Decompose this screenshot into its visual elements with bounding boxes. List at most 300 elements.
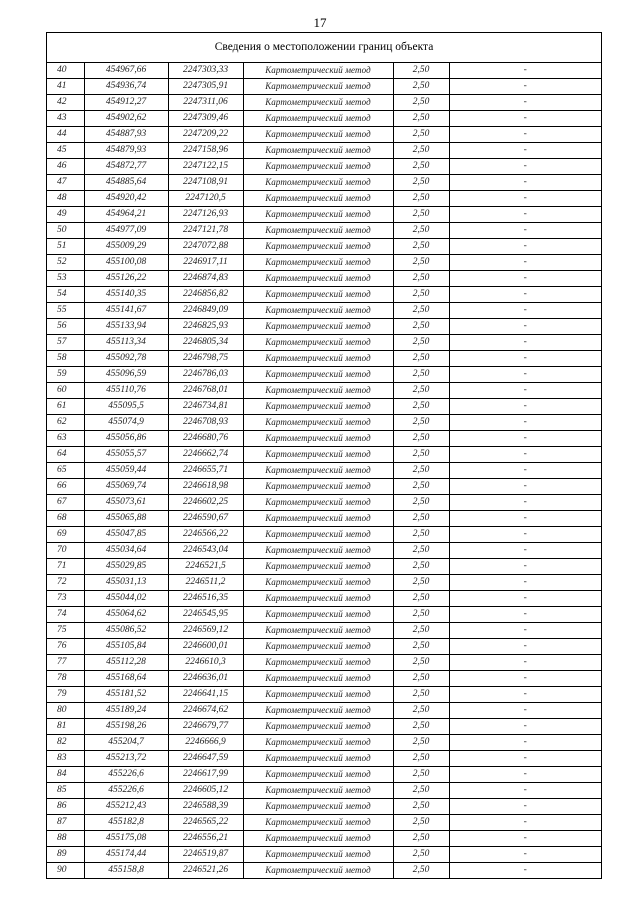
method-cell: Картометрический метод: [243, 383, 393, 399]
coordinate-x-cell: 454887,93: [84, 127, 168, 143]
accuracy-cell: 2,50: [393, 447, 449, 463]
point-number-cell: 71: [47, 559, 84, 575]
method-cell: Картометрический метод: [243, 767, 393, 783]
coordinate-y-cell: 2246805,34: [168, 335, 243, 351]
table-row: [47, 863, 601, 879]
note-cell: -: [449, 159, 601, 175]
accuracy-cell: 2,50: [393, 863, 449, 879]
note-cell: -: [449, 783, 601, 799]
coordinate-x-cell: 455126,22: [84, 271, 168, 287]
point-number-cell: 80: [47, 703, 84, 719]
method-cell: Картометрический метод: [243, 815, 393, 831]
accuracy-cell: 2,50: [393, 783, 449, 799]
table-row: [47, 95, 601, 111]
table-row: [47, 415, 601, 431]
note-cell: -: [449, 95, 601, 111]
accuracy-cell: 2,50: [393, 63, 449, 79]
coordinate-y-cell: 2246786,03: [168, 367, 243, 383]
table-row: [47, 799, 601, 815]
method-cell: Картометрический метод: [243, 415, 393, 431]
table-row: [47, 671, 601, 687]
coordinate-x-cell: 455175,08: [84, 831, 168, 847]
coordinate-y-cell: 2246618,98: [168, 479, 243, 495]
method-cell: Картометрический метод: [243, 351, 393, 367]
method-cell: Картометрический метод: [243, 271, 393, 287]
coordinate-x-cell: 455212,43: [84, 799, 168, 815]
coordinate-x-cell: 455044,02: [84, 591, 168, 607]
coordinate-x-cell: 455226,6: [84, 783, 168, 799]
point-number-cell: 52: [47, 255, 84, 271]
coordinate-y-cell: 2246917,11: [168, 255, 243, 271]
point-number-cell: 42: [47, 95, 84, 111]
table-row: [47, 623, 601, 639]
coordinate-y-cell: 2246610,3: [168, 655, 243, 671]
coordinate-x-cell: 455073,61: [84, 495, 168, 511]
note-cell: -: [449, 399, 601, 415]
coordinate-y-cell: 2247158,96: [168, 143, 243, 159]
coordinate-y-cell: 2246768,01: [168, 383, 243, 399]
note-cell: -: [449, 719, 601, 735]
coordinate-x-cell: 455029,85: [84, 559, 168, 575]
coordinate-y-cell: 2246511,2: [168, 575, 243, 591]
point-number-cell: 74: [47, 607, 84, 623]
point-number-cell: 73: [47, 591, 84, 607]
table-row: [47, 559, 601, 575]
coordinate-x-cell: 455158,8: [84, 863, 168, 879]
accuracy-cell: 2,50: [393, 111, 449, 127]
table-row: [47, 239, 601, 255]
coordinate-y-cell: 2247108,91: [168, 175, 243, 191]
method-cell: Картометрический метод: [243, 671, 393, 687]
note-cell: -: [449, 223, 601, 239]
coordinate-x-cell: 454872,77: [84, 159, 168, 175]
table-row: [47, 751, 601, 767]
method-cell: Картометрический метод: [243, 703, 393, 719]
method-cell: Картометрический метод: [243, 591, 393, 607]
method-cell: Картометрический метод: [243, 191, 393, 207]
note-cell: -: [449, 143, 601, 159]
table-row: [47, 607, 601, 623]
coordinate-x-cell: 455113,34: [84, 335, 168, 351]
point-number-cell: 43: [47, 111, 84, 127]
accuracy-cell: 2,50: [393, 671, 449, 687]
point-number-cell: 76: [47, 639, 84, 655]
sheet-title: Сведения о местоположении границ объекта: [47, 33, 601, 63]
coordinate-y-cell: 2246662,74: [168, 447, 243, 463]
point-number-cell: 49: [47, 207, 84, 223]
point-number-cell: 87: [47, 815, 84, 831]
table-row: [47, 223, 601, 239]
coordinate-y-cell: 2247126,93: [168, 207, 243, 223]
accuracy-cell: 2,50: [393, 559, 449, 575]
accuracy-cell: 2,50: [393, 687, 449, 703]
table-row: [47, 687, 601, 703]
method-cell: Картометрический метод: [243, 735, 393, 751]
coordinate-x-cell: 454879,93: [84, 143, 168, 159]
note-cell: -: [449, 127, 601, 143]
table-row: [47, 639, 601, 655]
point-number-cell: 46: [47, 159, 84, 175]
method-cell: Картометрический метод: [243, 335, 393, 351]
method-cell: Картометрический метод: [243, 79, 393, 95]
coordinate-y-cell: 2246708,93: [168, 415, 243, 431]
coordinate-x-cell: 455189,24: [84, 703, 168, 719]
note-cell: -: [449, 687, 601, 703]
table-row: [47, 463, 601, 479]
coordinate-x-cell: 455226,6: [84, 767, 168, 783]
accuracy-cell: 2,50: [393, 655, 449, 671]
note-cell: -: [449, 287, 601, 303]
coordinate-y-cell: 2247209,22: [168, 127, 243, 143]
accuracy-cell: 2,50: [393, 271, 449, 287]
coordinate-y-cell: 2246636,01: [168, 671, 243, 687]
coordinate-y-cell: 2246588,39: [168, 799, 243, 815]
coordinate-x-cell: 455074,9: [84, 415, 168, 431]
point-number-cell: 44: [47, 127, 84, 143]
table-row: [47, 175, 601, 191]
point-number-cell: 56: [47, 319, 84, 335]
method-cell: Картометрический метод: [243, 127, 393, 143]
accuracy-cell: 2,50: [393, 607, 449, 623]
accuracy-cell: 2,50: [393, 639, 449, 655]
note-cell: -: [449, 831, 601, 847]
coordinate-x-cell: 455031,13: [84, 575, 168, 591]
note-cell: -: [449, 271, 601, 287]
coordinate-y-cell: 2246566,22: [168, 527, 243, 543]
accuracy-cell: 2,50: [393, 175, 449, 191]
method-cell: Картометрический метод: [243, 479, 393, 495]
coordinate-x-cell: 454964,21: [84, 207, 168, 223]
method-cell: Картометрический метод: [243, 799, 393, 815]
method-cell: Картометрический метод: [243, 495, 393, 511]
coordinate-y-cell: 2246680,76: [168, 431, 243, 447]
coordinate-y-cell: 2246641,15: [168, 687, 243, 703]
coordinate-y-cell: 2246674,62: [168, 703, 243, 719]
coordinate-x-cell: 455141,67: [84, 303, 168, 319]
point-number-cell: 75: [47, 623, 84, 639]
coordinate-y-cell: 2246874,83: [168, 271, 243, 287]
point-number-cell: 57: [47, 335, 84, 351]
table-row: [47, 735, 601, 751]
table-row: [47, 287, 601, 303]
method-cell: Картометрический метод: [243, 559, 393, 575]
method-cell: Картометрический метод: [243, 111, 393, 127]
coordinate-x-cell: 455140,35: [84, 287, 168, 303]
note-cell: -: [449, 447, 601, 463]
method-cell: Картометрический метод: [243, 367, 393, 383]
note-cell: -: [449, 79, 601, 95]
table-row: [47, 543, 601, 559]
coordinate-y-cell: 2246679,77: [168, 719, 243, 735]
table-row: [47, 591, 601, 607]
table-row: [47, 767, 601, 783]
accuracy-cell: 2,50: [393, 351, 449, 367]
accuracy-cell: 2,50: [393, 591, 449, 607]
note-cell: -: [449, 351, 601, 367]
method-cell: Картометрический метод: [243, 95, 393, 111]
coordinate-y-cell: 2247305,91: [168, 79, 243, 95]
note-cell: -: [449, 751, 601, 767]
coordinate-x-cell: 455056,86: [84, 431, 168, 447]
note-cell: -: [449, 623, 601, 639]
table-row: [47, 127, 601, 143]
point-number-cell: 48: [47, 191, 84, 207]
accuracy-cell: 2,50: [393, 415, 449, 431]
table-row: [47, 383, 601, 399]
coordinate-y-cell: 2246590,67: [168, 511, 243, 527]
note-cell: -: [449, 463, 601, 479]
point-number-cell: 60: [47, 383, 84, 399]
coordinate-x-cell: 455096,59: [84, 367, 168, 383]
coordinate-x-cell: 454977,09: [84, 223, 168, 239]
coordinate-y-cell: 2246825,93: [168, 319, 243, 335]
accuracy-cell: 2,50: [393, 95, 449, 111]
coordinate-y-cell: 2246647,59: [168, 751, 243, 767]
table-row: [47, 831, 601, 847]
method-cell: Картометрический метод: [243, 575, 393, 591]
point-number-cell: 70: [47, 543, 84, 559]
accuracy-cell: 2,50: [393, 703, 449, 719]
point-number-cell: 69: [47, 527, 84, 543]
coordinate-y-cell: 2247311,06: [168, 95, 243, 111]
note-cell: -: [449, 559, 601, 575]
coordinate-y-cell: 2246569,12: [168, 623, 243, 639]
coordinate-x-cell: 455065,88: [84, 511, 168, 527]
table-row: [47, 447, 601, 463]
table-row: [47, 527, 601, 543]
coordinate-x-cell: 455133,94: [84, 319, 168, 335]
accuracy-cell: 2,50: [393, 191, 449, 207]
accuracy-cell: 2,50: [393, 431, 449, 447]
coordinate-y-cell: 2246519,87: [168, 847, 243, 863]
accuracy-cell: 2,50: [393, 159, 449, 175]
point-number-cell: 65: [47, 463, 84, 479]
table-row: [47, 271, 601, 287]
coordinate-y-cell: 2247122,15: [168, 159, 243, 175]
note-cell: -: [449, 799, 601, 815]
coordinate-y-cell: 2246666,9: [168, 735, 243, 751]
coordinate-x-cell: 454902,62: [84, 111, 168, 127]
table-row: [47, 655, 601, 671]
coordinate-x-cell: 455182,8: [84, 815, 168, 831]
coordinate-x-cell: 455213,72: [84, 751, 168, 767]
coordinate-y-cell: 2247121,78: [168, 223, 243, 239]
note-cell: -: [449, 239, 601, 255]
point-number-cell: 58: [47, 351, 84, 367]
point-number-cell: 41: [47, 79, 84, 95]
method-cell: Картометрический метод: [243, 543, 393, 559]
coordinate-x-cell: 455047,85: [84, 527, 168, 543]
point-number-cell: 59: [47, 367, 84, 383]
point-number-cell: 50: [47, 223, 84, 239]
coordinate-y-cell: 2246600,01: [168, 639, 243, 655]
accuracy-cell: 2,50: [393, 751, 449, 767]
note-cell: -: [449, 383, 601, 399]
table-row: [47, 575, 601, 591]
note-cell: -: [449, 335, 601, 351]
note-cell: -: [449, 655, 601, 671]
method-cell: Картометрический метод: [243, 223, 393, 239]
method-cell: Картометрический метод: [243, 159, 393, 175]
coordinate-x-cell: 455055,57: [84, 447, 168, 463]
coordinate-y-cell: 2246516,35: [168, 591, 243, 607]
accuracy-cell: 2,50: [393, 463, 449, 479]
table-row: [47, 303, 601, 319]
accuracy-cell: 2,50: [393, 79, 449, 95]
accuracy-cell: 2,50: [393, 319, 449, 335]
table-row: [47, 511, 601, 527]
coordinate-y-cell: 2246543,04: [168, 543, 243, 559]
method-cell: Картометрический метод: [243, 719, 393, 735]
coordinate-x-cell: 454936,74: [84, 79, 168, 95]
note-cell: -: [449, 319, 601, 335]
method-cell: Картометрический метод: [243, 143, 393, 159]
accuracy-cell: 2,50: [393, 207, 449, 223]
point-number-cell: 83: [47, 751, 84, 767]
coordinate-x-cell: 454967,66: [84, 63, 168, 79]
table-row: [47, 399, 601, 415]
note-cell: -: [449, 255, 601, 271]
coordinate-x-cell: 455034,64: [84, 543, 168, 559]
point-number-cell: 68: [47, 511, 84, 527]
note-cell: -: [449, 431, 601, 447]
note-cell: -: [449, 671, 601, 687]
point-number-cell: 78: [47, 671, 84, 687]
method-cell: Картометрический метод: [243, 175, 393, 191]
point-number-cell: 90: [47, 863, 84, 879]
coordinate-x-cell: 455069,74: [84, 479, 168, 495]
accuracy-cell: 2,50: [393, 575, 449, 591]
method-cell: Картометрический метод: [243, 431, 393, 447]
table-row: [47, 143, 601, 159]
point-number-cell: 82: [47, 735, 84, 751]
method-cell: Картометрический метод: [243, 623, 393, 639]
table-row: [47, 111, 601, 127]
note-cell: -: [449, 527, 601, 543]
table-row: [47, 719, 601, 735]
coordinate-x-cell: 455105,84: [84, 639, 168, 655]
coordinate-y-cell: 2246545,95: [168, 607, 243, 623]
coordinate-y-cell: 2246617,99: [168, 767, 243, 783]
coordinate-y-cell: 2247303,33: [168, 63, 243, 79]
accuracy-cell: 2,50: [393, 287, 449, 303]
boundary-sheet: [46, 32, 602, 879]
note-cell: -: [449, 191, 601, 207]
coordinate-x-cell: 455181,52: [84, 687, 168, 703]
table-row: [47, 319, 601, 335]
point-number-cell: 66: [47, 479, 84, 495]
page-number: 17: [313, 15, 327, 30]
accuracy-cell: 2,50: [393, 527, 449, 543]
coordinate-x-cell: 454920,42: [84, 191, 168, 207]
accuracy-cell: 2,50: [393, 303, 449, 319]
note-cell: -: [449, 543, 601, 559]
table-row: [47, 367, 601, 383]
point-number-cell: 63: [47, 431, 84, 447]
point-number-cell: 89: [47, 847, 84, 863]
coordinate-y-cell: 2246856,82: [168, 287, 243, 303]
method-cell: Картометрический метод: [243, 399, 393, 415]
point-number-cell: 86: [47, 799, 84, 815]
table-row: [47, 63, 601, 79]
point-number-cell: 64: [47, 447, 84, 463]
note-cell: -: [449, 479, 601, 495]
accuracy-cell: 2,50: [393, 335, 449, 351]
point-number-cell: 81: [47, 719, 84, 735]
accuracy-cell: 2,50: [393, 799, 449, 815]
coordinate-y-cell: 2246849,09: [168, 303, 243, 319]
point-number-cell: 67: [47, 495, 84, 511]
point-number-cell: 62: [47, 415, 84, 431]
coordinate-x-cell: 455100,08: [84, 255, 168, 271]
accuracy-cell: 2,50: [393, 223, 449, 239]
point-number-cell: 53: [47, 271, 84, 287]
note-cell: -: [449, 511, 601, 527]
point-number-cell: 55: [47, 303, 84, 319]
note-cell: -: [449, 111, 601, 127]
method-cell: Картометрический метод: [243, 751, 393, 767]
point-number-cell: 85: [47, 783, 84, 799]
method-cell: Картометрический метод: [243, 319, 393, 335]
coordinate-y-cell: 2247309,46: [168, 111, 243, 127]
table-body: [47, 63, 601, 878]
method-cell: Картометрический метод: [243, 527, 393, 543]
accuracy-cell: 2,50: [393, 767, 449, 783]
accuracy-cell: 2,50: [393, 399, 449, 415]
coordinate-y-cell: 2246521,5: [168, 559, 243, 575]
note-cell: -: [449, 63, 601, 79]
table-row: [47, 159, 601, 175]
point-number-cell: 40: [47, 63, 84, 79]
accuracy-cell: 2,50: [393, 239, 449, 255]
method-cell: Картометрический метод: [243, 63, 393, 79]
note-cell: -: [449, 303, 601, 319]
coordinate-y-cell: 2246605,12: [168, 783, 243, 799]
method-cell: Картометрический метод: [243, 783, 393, 799]
accuracy-cell: 2,50: [393, 367, 449, 383]
point-number-cell: 47: [47, 175, 84, 191]
coordinate-x-cell: 455110,76: [84, 383, 168, 399]
note-cell: -: [449, 575, 601, 591]
table-row: [47, 783, 601, 799]
note-cell: -: [449, 591, 601, 607]
method-cell: Картометрический метод: [243, 447, 393, 463]
table-row: [47, 479, 601, 495]
method-cell: Картометрический метод: [243, 847, 393, 863]
coordinate-y-cell: 2246602,25: [168, 495, 243, 511]
point-number-cell: 77: [47, 655, 84, 671]
coordinate-x-cell: 455198,26: [84, 719, 168, 735]
table-row: [47, 255, 601, 271]
table-row: [47, 191, 601, 207]
table-row: [47, 207, 601, 223]
coordinate-x-cell: 455174,44: [84, 847, 168, 863]
note-cell: -: [449, 639, 601, 655]
coordinate-y-cell: 2247120,5: [168, 191, 243, 207]
accuracy-cell: 2,50: [393, 127, 449, 143]
coordinate-x-cell: 455059,44: [84, 463, 168, 479]
note-cell: -: [449, 175, 601, 191]
accuracy-cell: 2,50: [393, 383, 449, 399]
method-cell: Картометрический метод: [243, 831, 393, 847]
coordinate-y-cell: 2247072,88: [168, 239, 243, 255]
coordinate-y-cell: 2246655,71: [168, 463, 243, 479]
note-cell: -: [449, 703, 601, 719]
method-cell: Картометрический метод: [243, 639, 393, 655]
coordinate-y-cell: 2246521,26: [168, 863, 243, 879]
coordinate-y-cell: 2246798,75: [168, 351, 243, 367]
accuracy-cell: 2,50: [393, 479, 449, 495]
